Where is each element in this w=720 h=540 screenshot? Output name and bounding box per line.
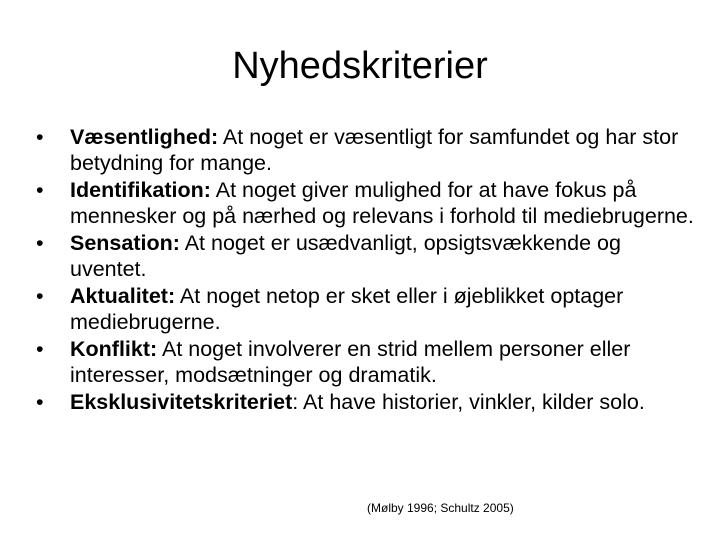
list-item	[34, 177, 694, 229]
bullet-icon: •	[36, 178, 44, 202]
criterion-description: : At have historier, vinkler, kilder solo.	[292, 390, 645, 414]
criterion-term: Sensation:	[70, 231, 180, 255]
list-item	[34, 283, 694, 335]
criterion-description: At noget involverer en strid mellem personer eller interesser, modsætninger og dramatik.	[70, 337, 631, 387]
bullet-icon: •	[36, 390, 44, 414]
criterion-description: At noget er usædvanligt, opsigtsvækkende og uventet.	[70, 231, 621, 281]
criterion-term: Konflikt:	[70, 337, 158, 361]
bullet-icon: •	[36, 337, 44, 361]
criterion-term: Væsentlighed:	[70, 125, 219, 149]
criterion-term: Identifikation:	[70, 178, 211, 202]
bullet-icon: •	[36, 125, 44, 149]
list-item	[34, 336, 694, 388]
criterion-description: At noget giver mulighed for at have fokus på mennesker og på nærhed og relevans i forhold til mediebrugerne.	[70, 178, 694, 228]
criterion-term: Eksklusivitetskriteriet	[70, 390, 293, 414]
criteria-list	[34, 124, 694, 416]
bullet-icon: •	[36, 231, 44, 255]
list-item	[34, 389, 694, 415]
list-item	[34, 230, 694, 282]
bullet-icon: •	[36, 284, 44, 308]
criterion-term: Aktualitet:	[70, 284, 176, 308]
criterion-description: At noget er væsentligt for samfundet og har stor betydning for mange.	[70, 125, 679, 175]
slide-title: Nyhedskriterier	[232, 45, 488, 87]
criterion-description: At noget netop er sket eller i øjeblikket optager mediebrugerne.	[70, 284, 624, 334]
citation: (Mølby 1996; Schultz 2005)	[367, 501, 514, 515]
list-item	[34, 124, 694, 176]
